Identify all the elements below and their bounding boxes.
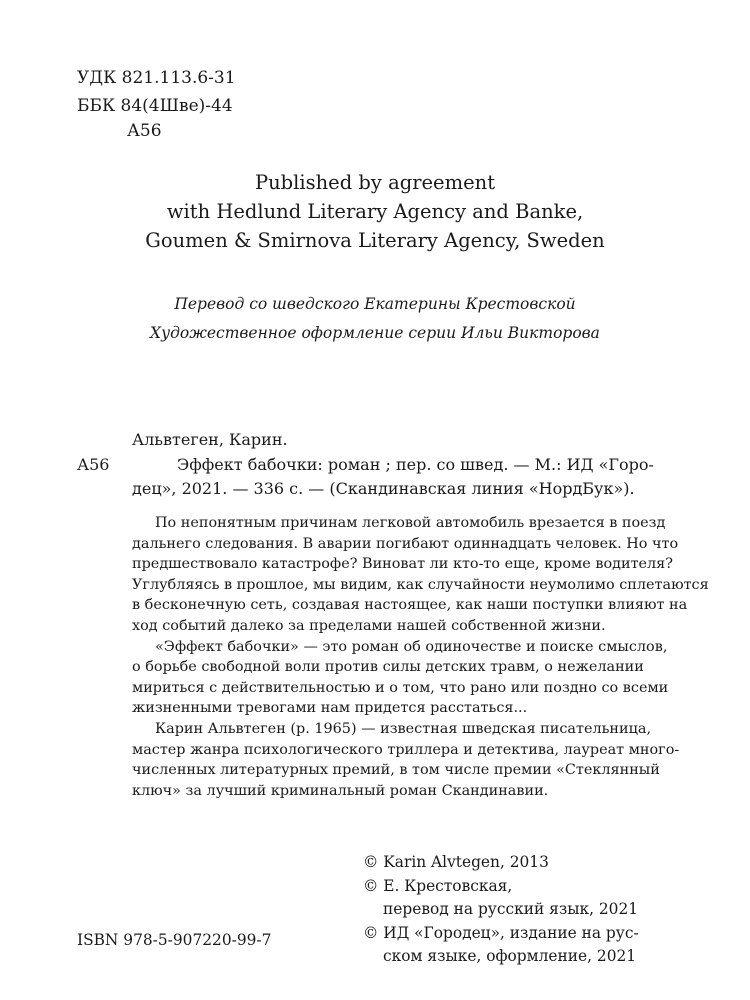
agreement-line: with Hedlund Literary Agency and Banke, bbox=[166, 200, 584, 223]
annotation-line: ключ» за лучший криминальный роман Скандинавии. bbox=[132, 782, 549, 799]
bibliographic-line: дец», 2021. — 336 с. — (Скандинавская линия «НордБук»). bbox=[132, 479, 635, 498]
annotation-line: дальнего следования. В аварии погибают одиннадцать человек. Но что bbox=[132, 535, 679, 552]
design-credit: Художественное оформление серии Ильи Викторова bbox=[150, 324, 600, 342]
annotation-line: «Эффект бабочки» — это роман об одиночестве и поиске смыслов, bbox=[155, 638, 668, 655]
udk-code: УДК 821.113.6-31 bbox=[77, 68, 236, 88]
annotation-line: о борьбе свободной воли против силы детских травм, о нежелании bbox=[132, 659, 644, 676]
copyright-line: © ИД «Городец», издание на рус- bbox=[363, 923, 639, 942]
copyright-block bbox=[363, 851, 639, 969]
annotation-line: Карин Альвтеген (р. 1965) — известная шведская писательница, bbox=[155, 720, 652, 737]
publisher-agreement bbox=[0, 168, 750, 255]
copyright-line: перевод на русский язык, 2021 bbox=[383, 900, 639, 918]
copyright-line: ском языке, оформление, 2021 bbox=[383, 947, 637, 965]
copyright-line: © Е. Крестовская, bbox=[363, 876, 513, 895]
annotation-line: По непонятным причинам легковой автомобиль врезается в поезд bbox=[155, 515, 666, 531]
copyright-line: © Karin Alvtegen, 2013 bbox=[363, 853, 549, 871]
annotation-line: численных литературных премий, в том числе премии «Стеклянный bbox=[132, 762, 660, 779]
bbk-code: ББК 84(4Шве)-44 bbox=[77, 96, 233, 116]
annotation-line: мастер жанра психологического триллера и детектива, лауреат много- bbox=[132, 741, 680, 758]
bibliographic-mark: А56 bbox=[77, 455, 110, 474]
annotation-line: Углубляясь в прошлое, мы видим, как случайности неумолимо сплетаются bbox=[132, 576, 709, 593]
bibliographic-line: Эффект бабочки: роман ; пер. со швед. — М.: ИД «Горо- bbox=[177, 455, 654, 474]
isbn: ISBN 978-5-907220-99-7 bbox=[77, 931, 272, 949]
agreement-line: Published by agreement bbox=[254, 171, 496, 194]
annotation-line: ход событий далеко за пределами нашей собственной жизни. bbox=[132, 617, 606, 634]
translator-credit: Перевод со шведского Екатерины Крестовской bbox=[174, 295, 576, 313]
annotation-line: предшествовало катастрофе? Виноват ли кто-то еще, кроме водителя? bbox=[132, 556, 673, 573]
bibliographic-author: Альвтеген, Карин. bbox=[132, 430, 288, 449]
annotation bbox=[132, 513, 709, 801]
author-mark: А56 bbox=[127, 121, 162, 141]
annotation-line: в бесконечную сеть, создавая настоящее, как наши поступки влияют на bbox=[132, 597, 688, 614]
credits bbox=[0, 290, 750, 348]
agreement-line: Goumen & Smirnova Literary Agency, Sweden bbox=[145, 229, 605, 252]
annotation-line: жизненными тревогами нам придется расстаться... bbox=[132, 700, 528, 717]
annotation-line: мириться с действительностью и о том, что рано или поздно со всеми bbox=[132, 679, 669, 696]
